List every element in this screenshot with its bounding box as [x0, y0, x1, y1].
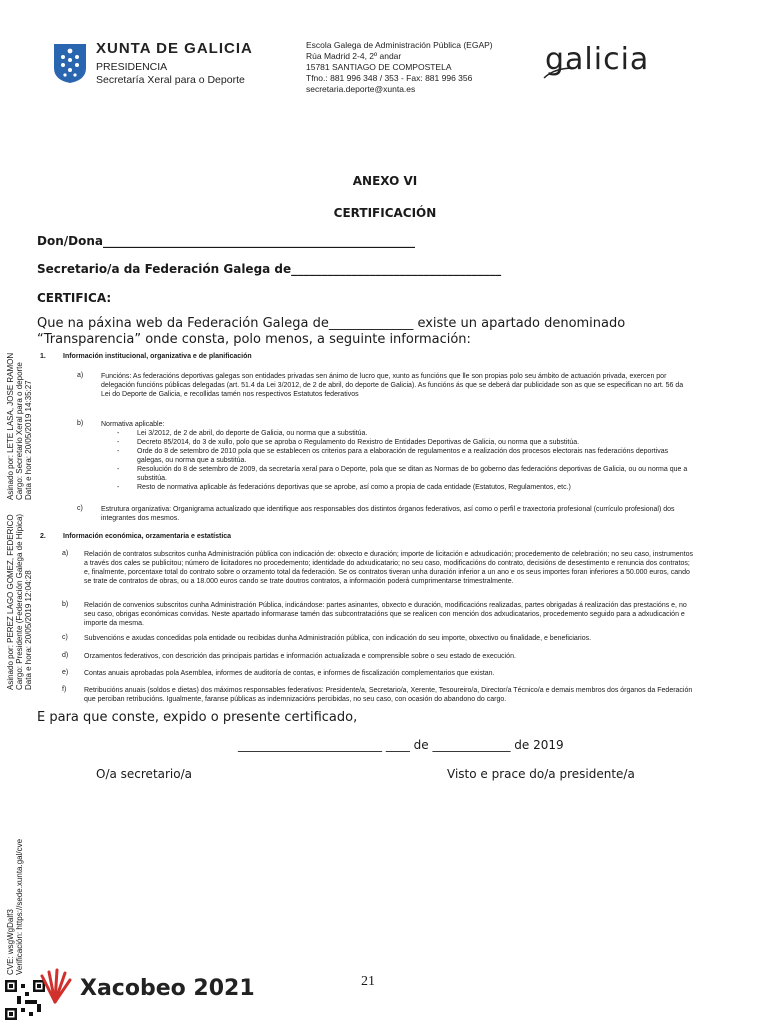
page-number: 21: [361, 974, 375, 989]
item-text: Normativa aplicable:: [101, 421, 165, 428]
item-letter: a): [77, 372, 84, 379]
signature-datetime: Data e hora: 20/05/2019 12:04:28: [24, 570, 33, 690]
contact-line: Tfno.: 881 996 348 / 353 - Fax: 881 996 356: [306, 73, 473, 83]
list-item: - Orde do 8 de setembro de 2010 pola que se establecen os criterios para a elaboración de regulamentos e a realización dos procesos electorais nas federacións deportivas galegas, ou norma que a substitúa.: [101, 447, 696, 465]
signature-datetime: Data e hora: 20/05/2019 14:35:27: [24, 380, 33, 500]
certificate-title: CERTIFICACIÓN: [333, 206, 437, 220]
item-text: Estrutura organizativa: Organigrama actualizado que identifique aos responsables dos distintos órganos federativos, así como o perfil e traxectoria profesional (currículo profesional) dos integrantes dos mesmos.: [101, 506, 675, 522]
contact-block: [306, 40, 493, 95]
date-line: ________________________ ____ de _____________ de 2019: [238, 738, 564, 752]
item-letter: f): [62, 686, 67, 693]
xacobeo-logo-text: Xacobeo 2021: [80, 976, 255, 1001]
item-text: Retribucións anuais (soldos e dietas) dos máximos responsables federativos: Presidente/a, Secretario/a, Xerente, Tesoureiro/a, Director/a Técnico/a e demais membros dos órganos da Federación que perciban retribucións. Igualmente, faranse públicas as indemnizacións percibidas, no seu caso, con ocasión do abandono do cargo.: [84, 687, 693, 703]
section-1-heading: Información institucional, organizativa e de planificación: [63, 353, 252, 360]
signature-president: Visto e prace do/a presidente/a: [447, 767, 635, 781]
verification-url[interactable]: Verificación: https://sede.xunta.gal/cve: [15, 838, 24, 975]
item-letter: a): [62, 550, 69, 557]
org-subtitle: [96, 61, 245, 87]
section-2-number: 2.: [40, 533, 46, 540]
contact-email: secretaria.deporte@xunta.es: [306, 84, 416, 94]
xacobeo-scallop-icon: [38, 968, 72, 1004]
org-presidency: PRESIDENCIA: [96, 61, 168, 73]
digital-signature-1: [6, 353, 33, 500]
certifica-label: CERTIFICA:: [37, 291, 112, 305]
signature-role: Cargo: Presidente (Federación Galega de Hípica): [15, 513, 24, 690]
annex-title: ANEXO VI: [352, 174, 418, 188]
signature-signer: Asinado por: PEREZ LAGO GOMEZ, FEDERICO: [6, 514, 15, 690]
don-dona-line: Don/Dona____________________________________________________: [37, 234, 415, 248]
contact-line: Rúa Madrid 2-4, 2º andar: [306, 51, 402, 61]
closing-statement: E para que conste, expido o presente certificado,: [37, 710, 358, 725]
item-text: Subvencións e axudas concedidas pola entidade ou recibidas dunha Administración pública, con indicación do seu importe, obxectivo ou finalidade, e beneficiarios.: [84, 635, 592, 642]
item-text: Relación de contratos subscritos cunha Administración pública con indicación de: obxecto e duración; importe de licitación e adxudicación; procedemento de celebración; no seu caso, instrumentos a través dos cales se publicitou; número de licitadores no procedemento; identidade do adxudicatario; no seu caso, modificacións do contrato, decisións de desestimento e renuncia dos contratos; e, finalmente, porcentaxe total do contrato sobre o orzamento total da federación. Se os contratos tiveran unha duración inferior a un ano e os seus importes foran inferiores a 50.000 euros, cando se trate de contratos de obras, ou a 18.000 euros cando se trate doutros contratos, a información poderá cumprimentarse trimestralmente.: [84, 551, 693, 585]
signature-secretary: O/a secretario/a: [96, 767, 193, 781]
item-letter: e): [62, 669, 69, 676]
item-letter: c): [77, 505, 83, 512]
xunta-shield-icon: [52, 42, 88, 84]
org-title: XUNTA DE GALICIA: [96, 40, 253, 57]
galicia-logo: galicia: [545, 42, 650, 77]
verification-block: [6, 839, 24, 975]
item-letter: b): [77, 420, 84, 427]
galicia-swash-icon: [540, 62, 580, 82]
item-text: Relación de convenios subscritos cunha Administración Pública, indicándose: partes asinantes, obxecto e duración, modificacións realizadas, partes obrigadas á realización das prestacións e, no seu caso, obrigas económicas convidas. Neste apartado informarase tamén das subcontratacións que se realicen con mención dos adxudicatarios, procedemento seguido para a adxudicación e importe da mesma.: [84, 602, 687, 627]
item-letter: c): [62, 634, 68, 641]
list-item: - Resto de normativa aplicable ás federacións deportivas que se aprobe, así como a propia de cada entidade (Estatutos, Regulamentos, etc.): [101, 483, 696, 492]
secretary-line: Secretario/a da Federación Galega de___________________________________: [37, 262, 502, 276]
list-item: - Resolución do 8 de setembro de 2009, da secretaría xeral para o Deporte, pola que se ditan as Normas de bo goberno das federacións deportivas de Galicia, ou ou norma que a substitúa.: [101, 465, 696, 483]
item-text: Funcións: As federacións deportivas galegas son entidades privadas sen ánimo de lucro que, xunto as funcións que lle son propias polo seu ámbito de actuación privada, exercen por delegación funcións públicas delegadas (art. 51.4 da Lei 3/2012, de 2 de abril, do deporte de Galicia). As funcións ás que se deberá dar publicidade son as que se especifican no art. 56 da Lei do Deporte de Galicia, e recollidas tamén nos respectivos Estatutos federativos: [101, 373, 684, 398]
item-text: Orzamentos federativos, con descrición das principais partidas e información actualizada e comprensible sobre o seu estado de execución.: [84, 653, 516, 660]
signature-role: Cargo: Secretario Xeral para o deporte: [15, 362, 24, 500]
intro-paragraph: Que na páxina web da Federación Galega de_____________ existe un apartado denominado “Transparencia” onde consta, polo menos, a seguinte información:: [37, 316, 626, 347]
section-2-heading: Información económica, orzamentaria e estatística: [63, 533, 232, 540]
item-letter: b): [62, 601, 69, 608]
section-1-number: 1.: [40, 353, 46, 360]
signature-signer: Asinado por: LETE LASA, JOSE RAMON: [6, 352, 15, 500]
org-secretariat: Secretaría Xeral para o Deporte: [96, 74, 245, 86]
contact-line: 15781 SANTIAGO DE COMPOSTELA: [306, 62, 452, 72]
contact-line: Escola Galega de Administración Pública (EGAP): [306, 40, 493, 50]
item-letter: d): [62, 652, 69, 659]
list-item: - Decreto 85/2014, do 3 de xullo, polo que se aproba o Regulamento do Rexistro de Entidades Deportivas de Galicia, ou norma que a substitúa.: [101, 438, 696, 447]
item-text: Contas anuais aprobadas pola Asemblea, informes de auditoría de contas, e informes de fiscalización complementarios que existan.: [84, 670, 495, 677]
digital-signature-2: [6, 514, 33, 690]
list-item: - Lei 3/2012, de 2 de abril, do deporte de Galicia, ou norma que a substitúa.: [101, 429, 696, 438]
verification-code: CVE: wsgWgDalf3: [6, 909, 15, 975]
normativa-list: [101, 429, 696, 492]
